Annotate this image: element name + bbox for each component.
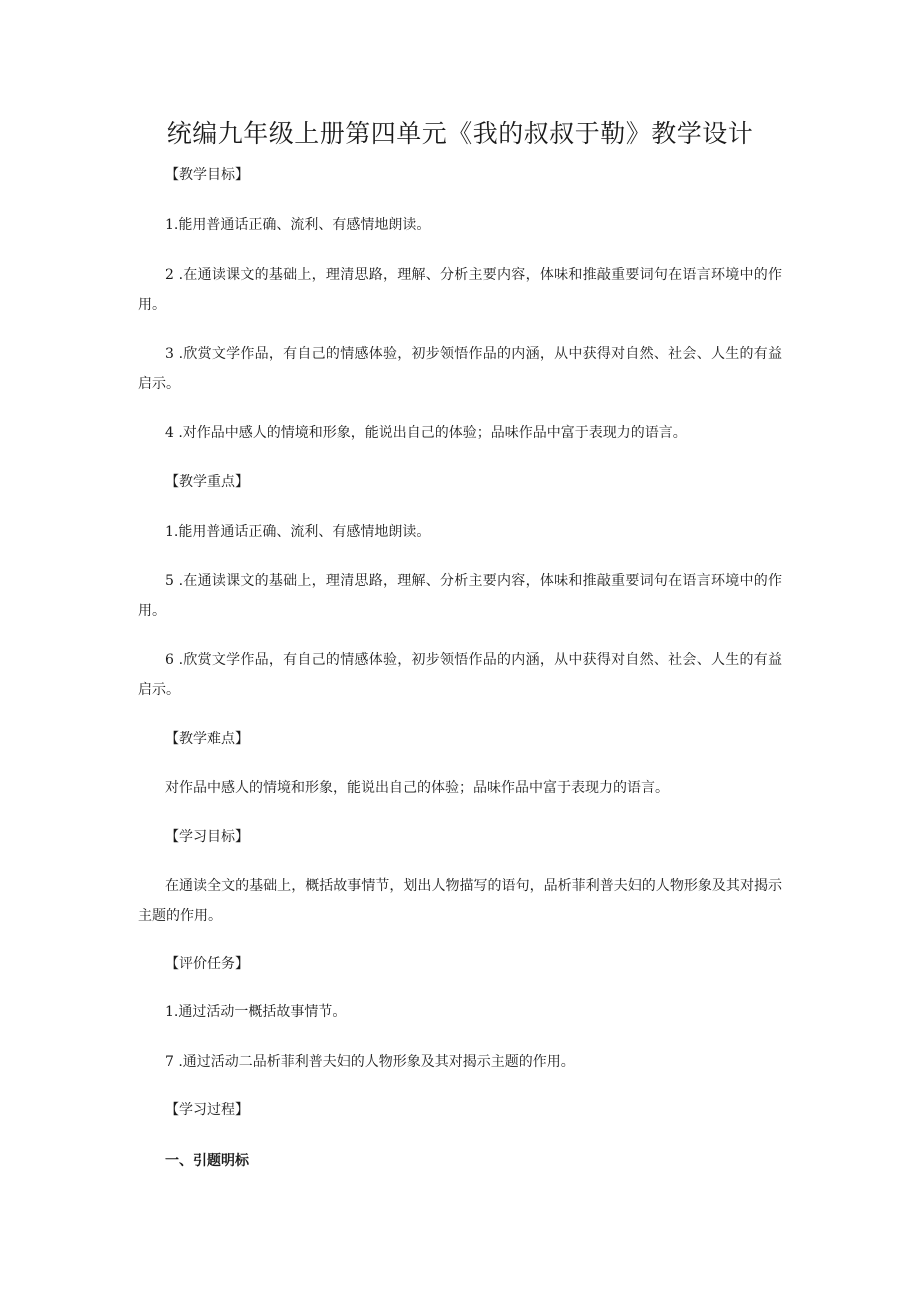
document-title: 统编九年级上册第四单元《我的叔叔于勒》教学设计 xyxy=(166,119,754,148)
difficulty-text: 对作品中感人的情境和形象，能说出自己的体验；品味作品中富于表现力的语言。 xyxy=(165,780,669,796)
difficulty-heading: 【教学难点】 xyxy=(165,731,249,747)
key-heading: 【教学重点】 xyxy=(165,474,249,490)
process-heading: 【学习过程】 xyxy=(165,1102,249,1118)
key-item-3: 6 .欣赏文学作品，有自己的情感体验，初步领悟作品的内涵，从中获得对自然、社会、人生的有益启示。 xyxy=(138,652,782,698)
process-section-1-heading: 一、引题明标 xyxy=(165,1153,249,1169)
eval-item-2: 7 .通过活动二品析菲利普夫妇的人物形象及其对揭示主题的作用。 xyxy=(165,1054,575,1070)
study-goal-text: 在通读全文的基础上，概括故事情节，划出人物描写的语句，品析菲利普夫妇的人物形象及其对揭示主题的作用。 xyxy=(138,878,782,924)
key-item-2: 5 .在通读课文的基础上，理清思路，理解、分析主要内容，体味和推敲重要词句在语言环境中的作用。 xyxy=(138,573,782,619)
goal-item-4: 4 .对作品中感人的情境和形象，能说出自己的体验；品味作品中富于表现力的语言。 xyxy=(165,425,687,441)
eval-item-1: 1.通过活动一概括故事情节。 xyxy=(165,1004,347,1020)
study-goal-heading: 【学习目标】 xyxy=(165,829,249,845)
goal-item-1: 1.能用普通话正确、流利、有感情地朗读。 xyxy=(165,217,431,233)
goals-heading: 【教学目标】 xyxy=(165,167,249,183)
eval-heading: 【评价任务】 xyxy=(165,956,249,972)
goal-item-2: 2 .在通读课文的基础上，理清思路，理解、分析主要内容，体味和推敲重要词句在语言环境中的作用。 xyxy=(138,267,782,313)
goal-item-3: 3 .欣赏文学作品，有自己的情感体验，初步领悟作品的内涵，从中获得对自然、社会、人生的有益启示。 xyxy=(138,346,782,392)
key-item-1: 1.能用普通话正确、流利、有感情地朗读。 xyxy=(165,524,431,540)
